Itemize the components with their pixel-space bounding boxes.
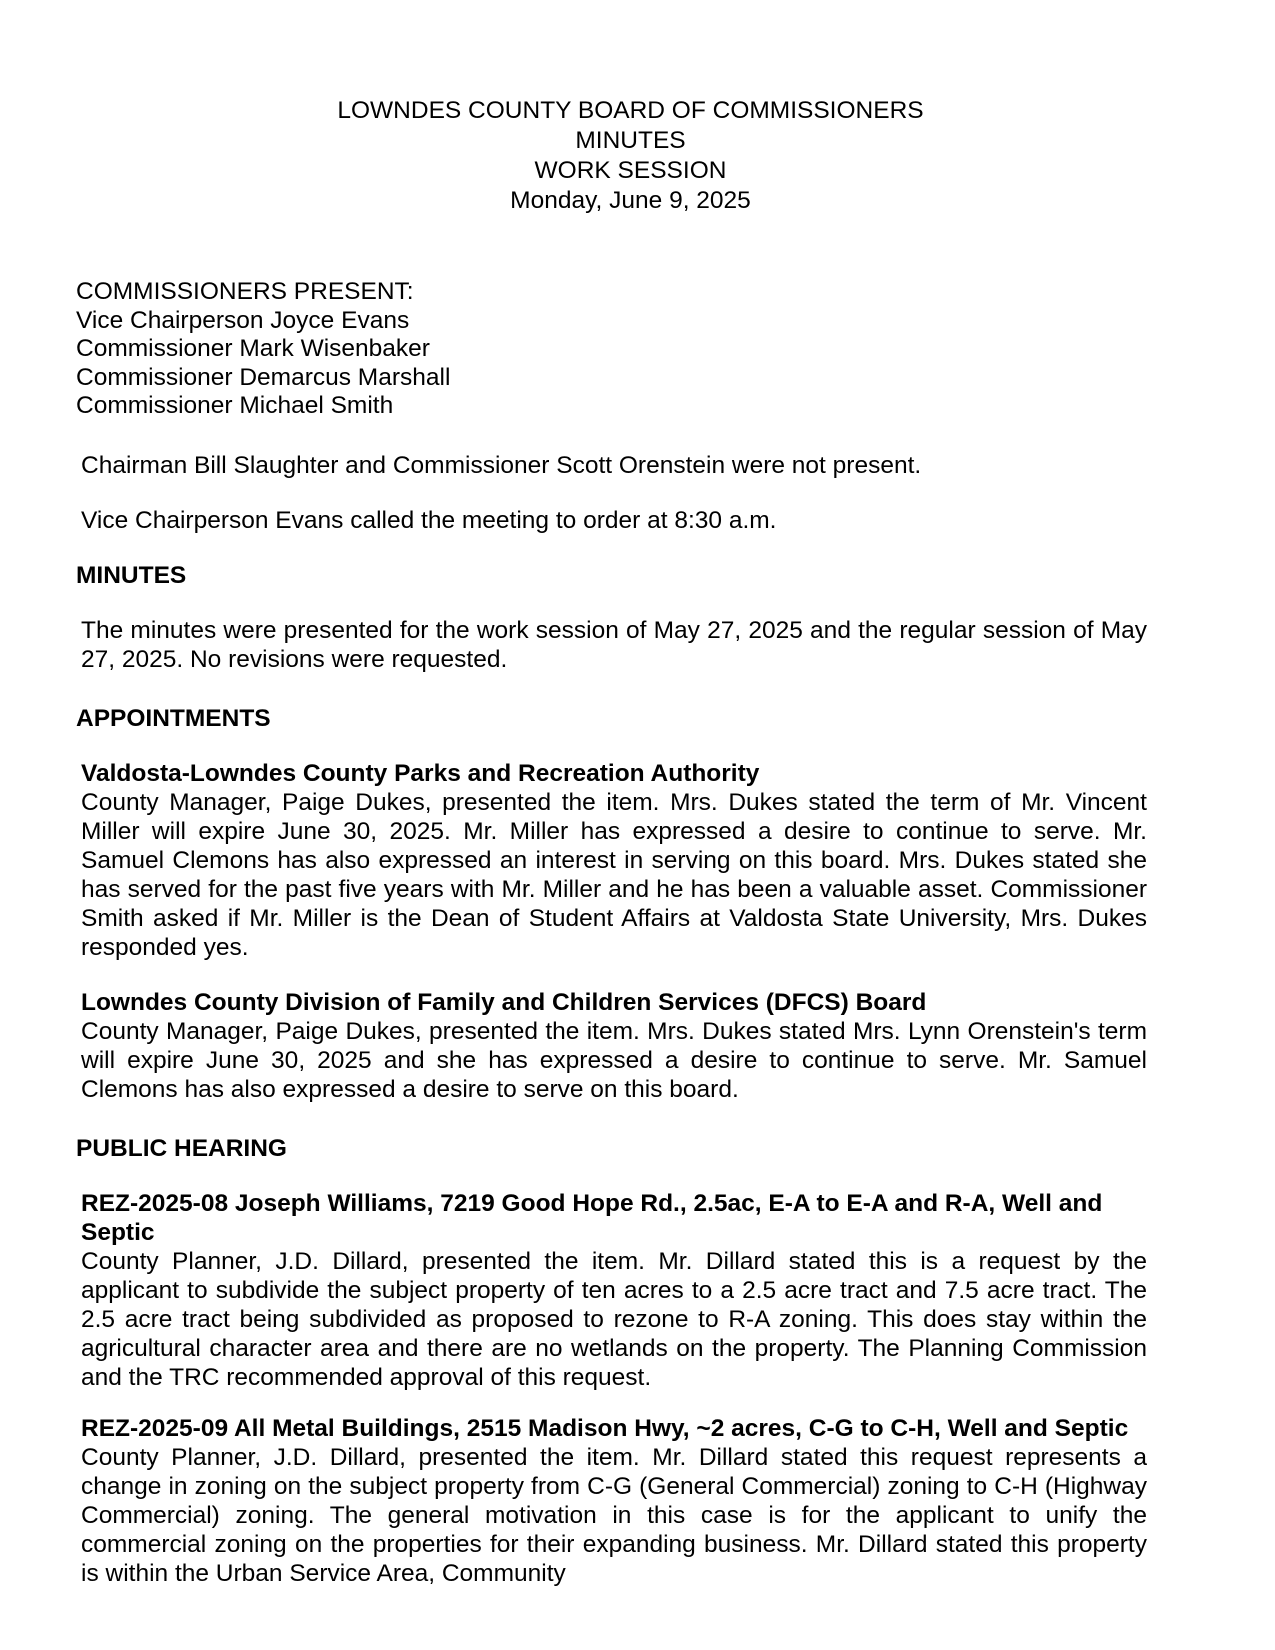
- hearing-body-rez-2025-08: County Planner, J.D. Dillard, presented the item. Mr. Dillard stated this is a request by the applicant to subdivide the subject property of ten acres to a 2.5 acre tract and 7.5 acre tract. The 2.5 acre tract being subdivided as proposed to rezone to R-A zoning. This does stay within the agricultural character area and there are no wetlands on the property. The Planning Commission and the TRC recommended approval of this request.: [81, 1247, 1147, 1391]
- commissioner-name: Commissioner Michael Smith: [76, 392, 394, 419]
- hearing-title-rez-2025-09: REZ-2025-09 All Metal Buildings, 2515 Madison Hwy, ~2 acres, C-G to C-H, Well and Septic: [81, 1414, 1129, 1442]
- section-heading-public-hearing: PUBLIC HEARING: [76, 1134, 287, 1162]
- commissioner-name: Commissioner Mark Wisenbaker: [76, 335, 430, 362]
- header-line-doctype: MINUTES: [575, 127, 686, 154]
- commissioner-name: Vice Chairperson Joyce Evans: [76, 306, 410, 334]
- section-heading-appointments: APPOINTMENTS: [76, 704, 271, 732]
- header-line-organization: LOWNDES COUNTY BOARD OF COMMISSIONERS: [337, 97, 924, 124]
- hearing-title-rez-2025-08: REZ-2025-08 Joseph Williams, 7219 Good Hope Rd., 2.5ac, E-A to E-A and R-A, Well and Septic: [81, 1189, 1103, 1246]
- commissioners-present-label: COMMISSIONERS PRESENT:: [76, 278, 414, 305]
- document-header: [76, 96, 1147, 216]
- appointment-body-parks-recreation: County Manager, Paige Dukes, presented the item. Mrs. Dukes stated the term of Mr. Vincent Miller will expire June 30, 2025. Mr. Miller has expressed a desire to continue to serve. Mr. Samuel Clemons has also expressed an interest in serving on this board. Mrs. Dukes stated she has served for the past five years with Mr. Miller and he has been a valuable asset. Commissioner Smith asked if Mr. Miller is the Dean of Student Affairs at Valdosta State University, Mrs. Dukes responded yes.: [81, 788, 1147, 961]
- header-line-date: Monday, June 9, 2025: [510, 187, 751, 214]
- call-to-order-note: Vice Chairperson Evans called the meeting to order at 8:30 a.m.: [81, 506, 777, 534]
- section-heading-minutes: MINUTES: [76, 561, 187, 589]
- appointment-title-dfcs-board: Lowndes County Division of Family and Children Services (DFCS) Board: [81, 988, 927, 1016]
- absent-note: Chairman Bill Slaughter and Commissioner Scott Orenstein were not present.: [81, 451, 922, 479]
- appointment-body-dfcs-board: County Manager, Paige Dukes, presented the item. Mrs. Dukes stated Mrs. Lynn Orenstein's term will expire June 30, 2025 and she has expressed a desire to continue to serve. Mr. Samuel Clemons has also expressed a desire to serve on this board.: [81, 1017, 1147, 1103]
- header-line-session: WORK SESSION: [534, 157, 727, 184]
- minutes-body: The minutes were presented for the work session of May 27, 2025 and the regular session of May 27, 2025. No revisions were requested.: [81, 616, 1147, 673]
- hearing-body-rez-2025-09: County Planner, J.D. Dillard, presented the item. Mr. Dillard stated this request represents a change in zoning on the subject property from C-G (General Commercial) zoning to C-H (Highway Commercial) zoning. The general motivation in this case is for the applicant to unify the commercial zoning on the properties for their expanding business. Mr. Dillard stated this property is within the Urban Service Area, Community: [81, 1443, 1147, 1587]
- commissioners-present-block: [76, 278, 1147, 421]
- commissioner-name: Commissioner Demarcus Marshall: [76, 363, 451, 391]
- appointment-title-parks-recreation: Valdosta-Lowndes County Parks and Recreation Authority: [81, 759, 760, 787]
